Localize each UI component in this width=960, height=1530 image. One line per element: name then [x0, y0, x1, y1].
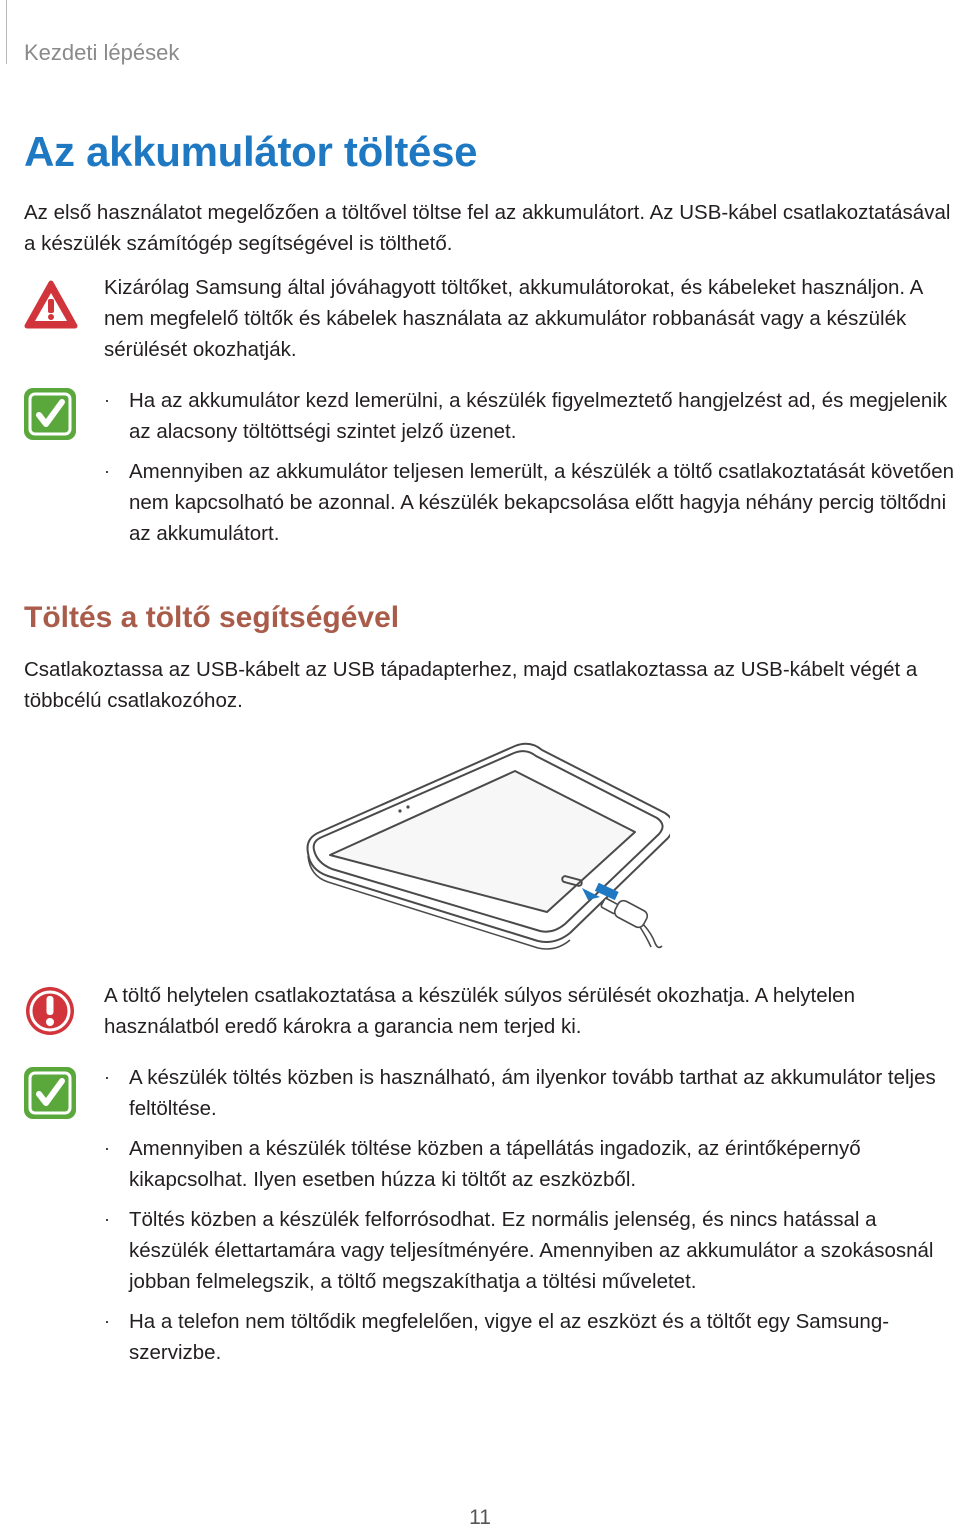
subsection-title: Töltés a töltő segítségével — [24, 601, 400, 634]
bullet-glyph: · — [104, 1067, 110, 1087]
header-divider — [6, 0, 7, 64]
note-text: Amennyiben az akkumulátor teljesen lemerült, a készülék a töltő csatlakoztatását követően nem kapcsolható be azonnal. A készülék bekapcsolása előtt hagyja néhány percig töltődni az akkumulátort. — [129, 460, 954, 545]
note-list — [104, 1062, 954, 1377]
tablet-charging-illustration — [300, 738, 670, 960]
note-text: Amennyiben a készülék töltése közben a tápellátás ingadozik, az érintőképernyő kikapcsolhat. Ilyen esetben húzza ki töltőt az eszközből. — [129, 1137, 861, 1191]
intro-paragraph: Az első használatot megelőzően a töltővel töltse fel az akkumulátort. Az USB-kábel csatlakoztatásával a készülék számítógép segítségével is tölthető. — [24, 201, 951, 255]
warning-triangle-icon — [24, 280, 78, 330]
note-list — [104, 385, 954, 558]
list-item — [104, 456, 954, 549]
list-item — [104, 1204, 954, 1297]
list-item — [104, 385, 954, 447]
note-text: Ha az akkumulátor kezd lemerülni, a készülék figyelmeztető hangjelzést ad, és megjelenik az alacsony töltöttségi szintet jelző üzenet. — [129, 389, 948, 443]
section-label: Kezdeti lépések — [24, 40, 180, 65]
note-text: Ha a telefon nem töltődik megfelelően, vigye el az eszközt és a töltőt egy Samsung-szervizbe. — [129, 1310, 890, 1364]
page-title: Az akkumulátor töltése — [24, 128, 478, 175]
subsection-paragraph: Csatlakoztassa az USB-kábelt az USB tápadapterhez, majd csatlakoztassa az USB-kábelt végét a többcélú csatlakozóhoz. — [24, 658, 918, 712]
note-text: A készülék töltés közben is használható, ám ilyenkor tovább tarthat az akkumulátor teljes feltöltése. — [129, 1066, 936, 1120]
caution-text: A töltő helytelen csatlakoztatása a készülék súlyos sérülését okozhatja. A helytelen használatból eredő károkra a garancia nem terjed ki. — [104, 984, 855, 1038]
list-item — [104, 1306, 954, 1368]
list-item — [104, 1062, 954, 1124]
bullet-glyph: · — [104, 461, 110, 481]
bullet-glyph: · — [104, 1209, 110, 1229]
bullet-glyph: · — [104, 390, 110, 410]
bullet-glyph: · — [104, 1138, 110, 1158]
bullet-glyph: · — [104, 1311, 110, 1331]
note-check-icon — [24, 1067, 76, 1119]
page-number: 11 — [469, 1506, 491, 1529]
note-check-icon — [24, 388, 76, 440]
warning-text: Kizárólag Samsung által jóváhagyott töltőket, akkumulátorokat, és kábeleket használjon. A nem megfelelő töltők és kábelek használata az akkumulátor robbanását vagy a készülék sérülését okozhatják. — [104, 276, 923, 361]
list-item — [104, 1133, 954, 1195]
note-text: Töltés közben a készülék felforrósodhat. Ez normális jelenség, és nincs hatással a készülék élettartamára vagy teljesítményére. Amennyiben az akkumulátor a szokásosnál jobban felmelegszik, a töltő megszakíthatja a töltési műveletet. — [129, 1208, 934, 1293]
caution-circle-icon — [24, 985, 76, 1037]
